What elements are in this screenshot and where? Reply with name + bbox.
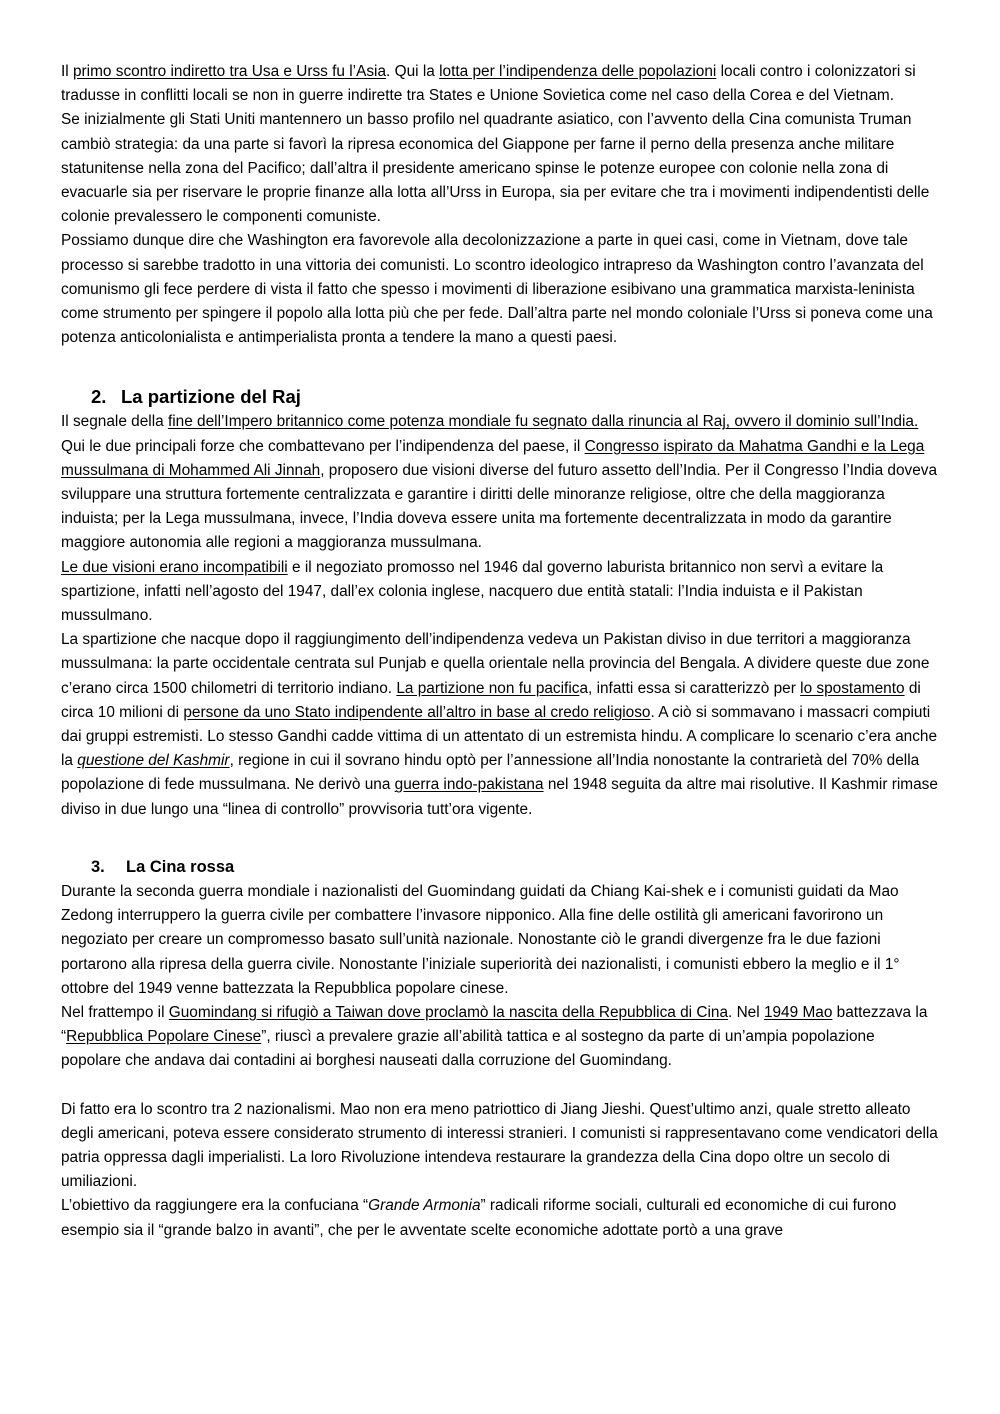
text-run: a, infatti essa si caratterizzò per (579, 679, 801, 697)
text-run: battezzava la “ (61, 1003, 928, 1046)
paragraph-civil-war: Durante la seconda guerra mondiale i nazionalisti del Guomindang guidati da Chiang Kai-shek e i comunisti guidati da Mao Zedong interruppero la guerra civile per combattere l’invasore nipponico. Alla fine delle ostilità gli americani favorirono un negoziato per creare un compromesso basato sull’unità nazionale. Nonostante ciò le grandi divergenze fra le due fazioni portarono alla ripresa della guerra civile. Nonostante l’iniziale superiorità dei nazionalisti, i comunisti ebbero la meglio e il 1° ottobre del 1949 venne battezzata la Repubblica popolare cinese. (61, 882, 900, 997)
italic-text: Grande Armonia (368, 1197, 481, 1215)
text-run: locali contro i colonizzatori si tradusse in conflitti locali se non in guerre indirette tra States e Unione Sovietica come nel caso della Corea e del Vietnam. (61, 63, 916, 105)
section-heading-raj (61, 384, 938, 410)
paragraph-raj-signal (61, 410, 938, 555)
text-run: . Qui la (386, 63, 440, 80)
underlined-text: Congresso ispirato da Mahatma Gandhi e la Lega mussulmana di Mohammed Ali Jinnah (61, 437, 925, 479)
paragraph-grande-armonia (61, 1194, 938, 1242)
text-run: Il (61, 63, 73, 80)
paragraph-nationalisms: Di fatto era lo scontro tra 2 nazionalismi. Mao non era meno patriottico di Jiang Jieshi. Quest’ultimo anzi, quale stretto alleato degli americani, poteva essere considerato strumento di interessi stranieri. I comunisti si rappresentavano come vendicatori della patria oppressa dagli imperialisti. La loro Rivoluzione intendeva restaurare la grandezza della Cina dopo oltre un secolo di umiliazioni. (61, 1100, 938, 1191)
section-title: La Cina rossa (126, 857, 235, 876)
underlined-text: Repubblica Popolare Cinese (66, 1028, 262, 1046)
text-run: , regione in cui il sovrano hindu optò per l’annessione all’India nonostante la contrarietà del 70% della popolazione di fede mussulmana. Ne derivò una (61, 752, 920, 794)
section-heading-red-china (61, 854, 938, 880)
underlined-text: Guomindang si rifugiò a Taiwan dove proclamò la nascita della Repubblica di Cina (168, 1003, 729, 1021)
paragraph-incompatible-visions (61, 556, 938, 629)
text-run: , proposero due visioni diverse del futuro assetto dell’India. Per il Congresso l’India doveva sviluppare una struttura fortemente centralizzata e garantire i diritti delle minoranze religiose, oltre che della maggioranza induista; per la Lega mussulmana, invece, l’India doveva essere unita ma fortemente decentralizzata in modo da garantire maggiore autonomia alle regioni a maggioranza mussulmana. (61, 461, 938, 552)
underlined-text: Le due visioni erano incompatibili (61, 558, 288, 576)
text-run: L’obiettivo da raggiungere era la confuciana “ (61, 1197, 369, 1215)
paragraph-truman-strategy: Se inizialmente gli Stati Uniti mantennero un basso profilo nel quadrante asiatico, con l’avvento della Cina comunista Truman cambiò strategia: da una parte si favorì la ripresa economica del Giappone per farne il perno della presenza anche militare statunitense nella zona del Pacifico; dall’altra il presidente americano spinse le potenze europee con colonie nella zona di evacuarle sia per riservare le proprie finanze alla lotta all’Urss in Europa, sia per evitare che tra i movimenti indipendentisti delle colonie prevalessero le componenti comuniste. (61, 111, 930, 226)
text-run: Nel frattempo il (61, 1003, 169, 1021)
text-run: ”, riuscì a prevalere grazie all’abilità tattica e al sostegno da parte di un’ampia popolazione popolare che andava dai contadini ai borghesi nauseati dalla corruzione del Guomindang. (61, 1028, 875, 1070)
section-title: La partizione del Raj (121, 386, 301, 408)
underlined-text: lotta per l’indipendenza delle popolazioni (439, 63, 717, 80)
paragraph-asia-conflict (61, 60, 938, 108)
text-run: Qui le due principali forze che combattevano per l’indipendenza del paese, il (61, 437, 585, 455)
text-run: nel 1948 seguita da altre mai risolutive. Il Kashmir rimase diviso in due lungo una “linea di controllo” provvisoria tutt’ora vigente. (61, 776, 938, 818)
text-run: Il segnale della (61, 413, 168, 431)
italic-underlined-text: questione del Kashmir (77, 752, 230, 770)
paragraph-decolonization: Possiamo dunque dire che Washington era favorevole alla decolonizzazione a parte in quei casi, come in Vietnam, dove tale processo si sarebbe tradotto in una vittoria dei comunisti. Lo scontro ideologico intrapreso da Washington contro l’avanzata del comunismo gli fece perdere di vista il fatto che spesso i movimenti di liberazione esibivano una grammatica marxista-leninista come strumento per spingere il popolo alla lotta più che per fede. Dall’altra parte nel mondo coloniale l’Urss si poneva come una potenza anticolonialista e antimperialista pronta a tendere la mano a questi paesi. (61, 232, 933, 347)
section-number: 2. (91, 386, 107, 408)
text-run: . Nel (728, 1003, 764, 1021)
underlined-text: 1949 Mao (763, 1003, 833, 1021)
text-run: ” radicali riforme sociali, culturali ed economiche di cui furono esempio sia il “grande balzo in avanti”, che per le avventate scelte economiche adottate portò a una grave (61, 1197, 897, 1239)
underlined-text: La partizione non fu pacific (396, 679, 580, 697)
text-run: di circa 10 milioni di (61, 679, 921, 721)
paragraph-guomindang-taiwan (61, 1001, 938, 1074)
text-run: . A ciò si sommavano i massacri compiuti dai gruppi estremisti. Lo stesso Gandhi cadde vittima di un attentato di un estremista hindu. A complicare lo scenario c’era anche la (61, 703, 938, 770)
underlined-text: primo scontro indiretto tra Usa e Urss fu l’Asia (72, 63, 387, 80)
underlined-text: lo spostamento (800, 679, 905, 697)
paragraph-spacer (61, 1074, 938, 1098)
underlined-text: fine dell’Impero britannico come potenza mondiale fu segnato dalla rinuncia al Raj, ovvero il dominio sull’India. (167, 413, 919, 431)
underlined-text: guerra indo-pakistana (394, 776, 544, 794)
text-run: La spartizione che nacque dopo il raggiungimento dell’indipendenza vedeva un Pakistan diviso in due territori a maggioranza mussulmana: la parte occidentale centrata sul Punjab e quella orientale nella provincia del Bengala. A dividere queste due zone c’erano circa 1500 chilometri di territorio indiano. (61, 631, 930, 697)
section-number: 3. (91, 857, 105, 876)
paragraph-partition (61, 628, 938, 822)
text-run: e il negoziato promosso nel 1946 dal governo laburista britannico non servì a evitare la spartizione, infatti nell’agosto del 1947, dall’ex colonia inglese, nacquero due entità statali: l’India induista e il Pakistan mussulmano. (61, 558, 884, 625)
underlined-text: persone da uno Stato indipendente all’altro in base al credo religioso (183, 703, 651, 721)
